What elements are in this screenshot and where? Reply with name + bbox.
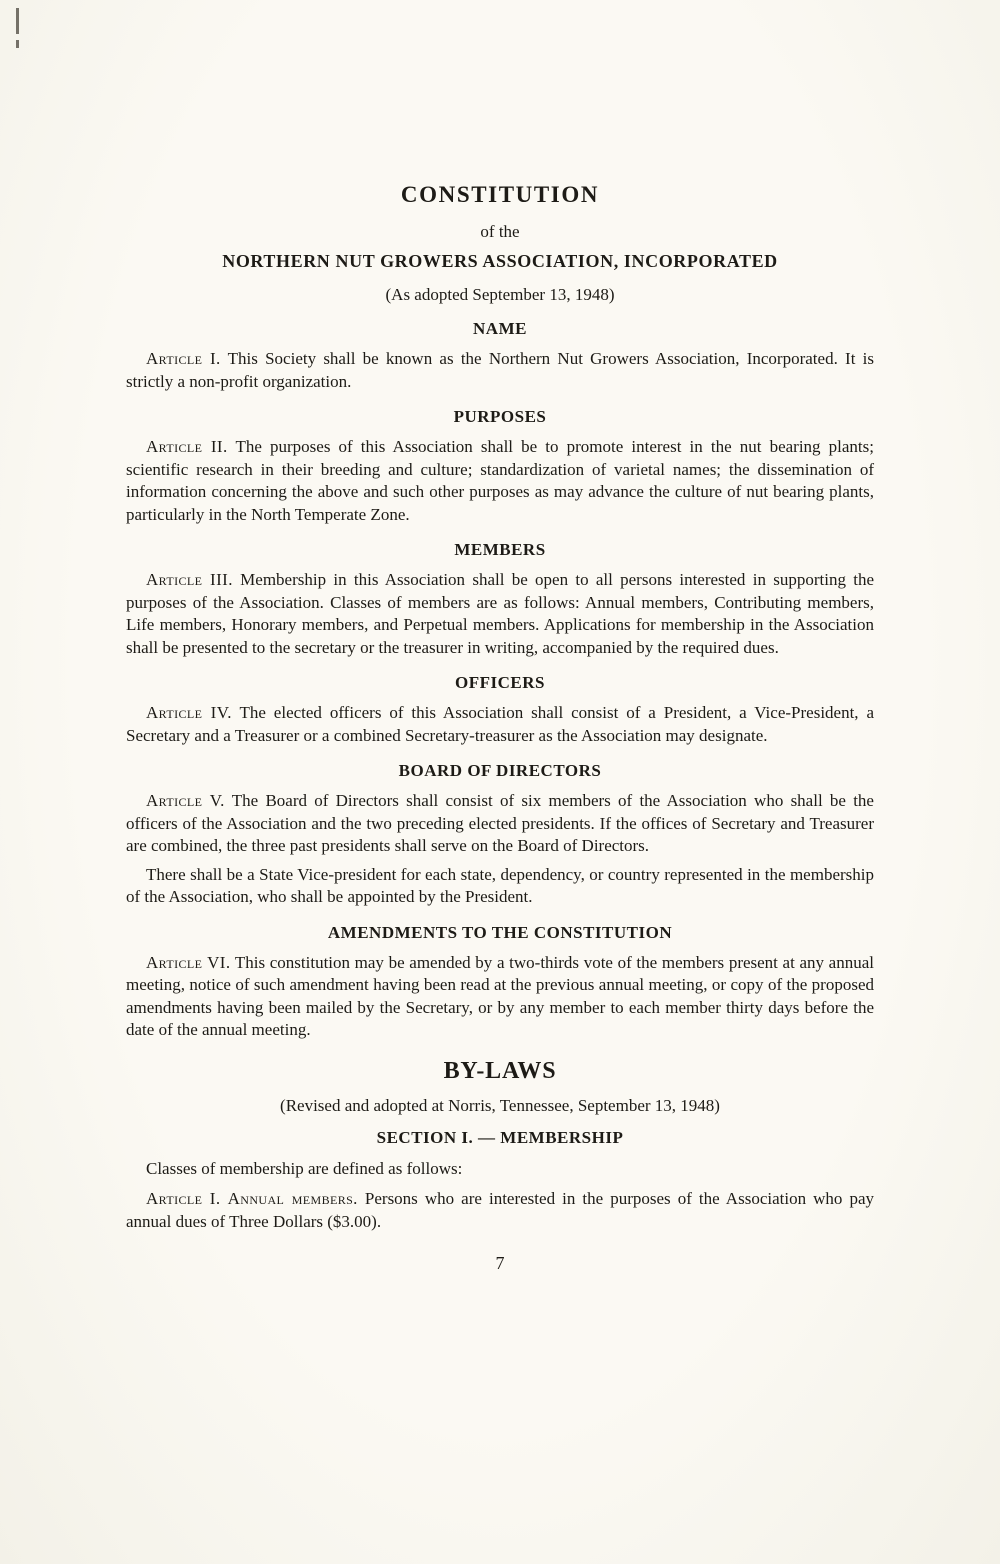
member-class-label: Annual members. xyxy=(227,1189,358,1208)
paragraph-text: The elected officers of this Association shall consist of a President, a Vice-President, a Secretary and a Treasurer or a combined Secretary-treasurer as the Association may designate. xyxy=(126,703,875,745)
section-heading-amendments: AMENDMENTS TO THE CONSTITUTION xyxy=(327,922,673,942)
section-heading-name: NAME xyxy=(473,319,527,338)
section-heading-members: MEMBERS xyxy=(454,540,546,559)
paragraph-text: Persons who are interested in the purposes of the Association who pay annual dues of Three Dollars ($3.00). xyxy=(126,1189,875,1231)
paragraph-bylaws-article-1 xyxy=(126,1188,874,1233)
paragraph-article-1 xyxy=(126,348,874,393)
paragraph-article-3 xyxy=(126,569,874,659)
article-label: Article I. xyxy=(146,349,221,368)
paragraph-article-6 xyxy=(126,952,874,1042)
organization-name: NORTHERN NUT GROWERS ASSOCIATION, INCORPORATED xyxy=(222,251,778,271)
paragraph-text: The purposes of this Association shall be to promote interest in the nut bearing plants; scientific research in their breeding and culture; standardization of varietal names; the dissemination of information concerning the above and such other purposes as may advance the culture of nut bearing plants, particularly in the North Temperate Zone. xyxy=(126,437,874,524)
doc-title: CONSTITUTION xyxy=(400,182,600,207)
paragraph-text: Membership in this Association shall be open to all persons interested in supporting the purposes of the Association. Classes of members are as follows: Annual members, Contributing members, Life members, Honorary members, and Perpetual members. Applications for membership in the Association shall be presented to the secretary or the treasurer in writing, accompanied by the required dues. xyxy=(126,570,874,657)
paragraph-article-5 xyxy=(126,790,874,858)
article-label: Article III. xyxy=(146,570,233,589)
paragraph-state-vice-president xyxy=(126,864,874,909)
section-heading-officers: OFFICERS xyxy=(455,673,545,692)
paragraph-text: The Board of Directors shall consist of six members of the Association who shall be the officers of the Association and the two preceding elected presidents. If the offices of Secretary and Treasurer are combined, the three past presidents shall serve on the Board of Directors. xyxy=(126,791,874,855)
paragraph-article-2 xyxy=(126,436,874,526)
section-heading-board-of-directors: BOARD OF DIRECTORS xyxy=(398,761,602,780)
section-heading-purposes: PURPOSES xyxy=(453,407,547,426)
article-label: Article I. xyxy=(146,1189,221,1208)
article-label: Article V. xyxy=(146,791,225,810)
page-number: 7 xyxy=(495,1253,505,1273)
adoption-note: (As adopted September 13, 1948) xyxy=(385,285,615,304)
paragraph-article-4 xyxy=(126,702,874,747)
paragraph-text: This constitution may be amended by a two-thirds vote of the members present at any annual meeting, notice of such amendment having been read at the previous annual meeting, or copy of the proposed amendments having been mailed by the Secretary, or by any member to each member thirty days before the date of the annual meeting. xyxy=(126,952,874,1039)
article-label: Article II. xyxy=(146,437,228,456)
bylaws-revised-note: (Revised and adopted at Norris, Tennessee, September 13, 1948) xyxy=(280,1095,720,1115)
article-label: Article VI. xyxy=(146,952,231,972)
bylaws-section-heading: SECTION I. — MEMBERSHIP xyxy=(376,1127,624,1147)
document-content xyxy=(126,182,874,1274)
doc-of-the: of the xyxy=(480,222,520,241)
bylaws-title: BY-LAWS xyxy=(443,1057,557,1084)
paragraph-text: This Society shall be known as the Northern Nut Growers Association, Incorporated. It is strictly a non-profit organization. xyxy=(126,349,874,391)
paragraph-text: There shall be a State Vice-president for each state, dependency, or country represented in the membership of the Association, who shall be appointed by the President. xyxy=(126,864,874,906)
scan-artifact xyxy=(16,8,19,34)
article-label: Article IV. xyxy=(146,703,232,722)
bylaws-intro: Classes of membership are defined as follows: xyxy=(146,1158,463,1178)
